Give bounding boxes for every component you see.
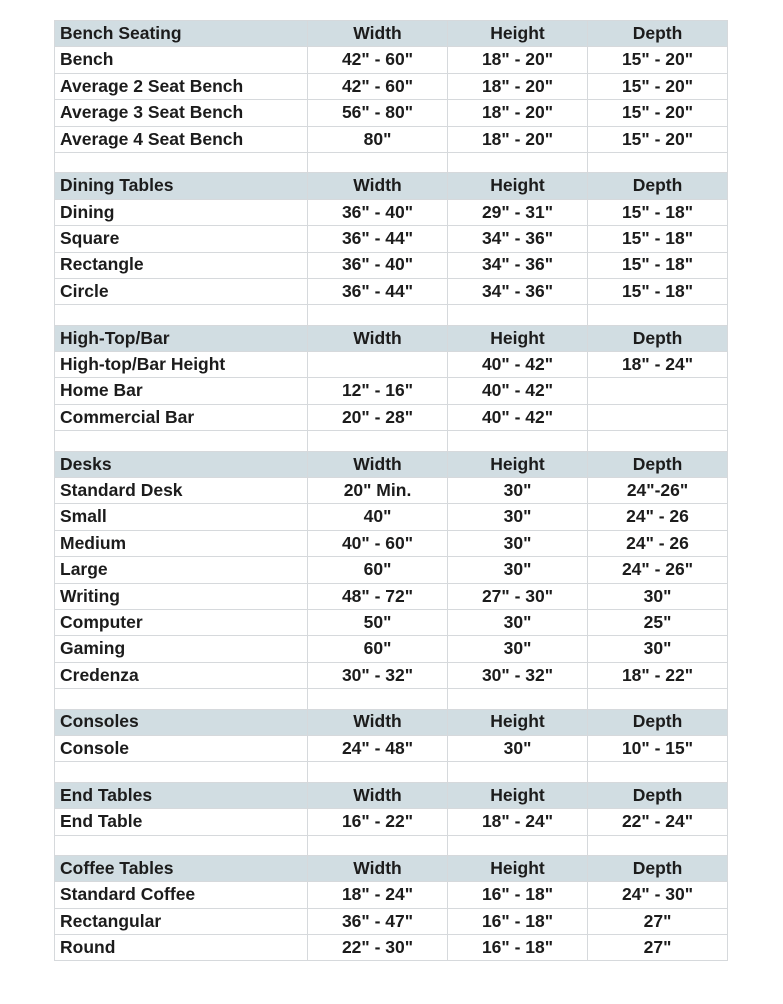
empty-cell <box>308 689 448 709</box>
table-row <box>55 530 728 556</box>
table-row <box>55 100 728 126</box>
depth-cell: 24" - 26 <box>588 504 728 530</box>
column-header-width: Width <box>308 782 448 808</box>
height-cell: 40" - 42" <box>448 352 588 378</box>
section-header-desks <box>55 451 728 477</box>
column-header-depth: Depth <box>588 782 728 808</box>
height-cell: 30" <box>448 735 588 761</box>
width-cell: 22" - 30" <box>308 935 448 961</box>
depth-cell: 18" - 22" <box>588 662 728 688</box>
height-cell: 27" - 30" <box>448 583 588 609</box>
section-title: Desks <box>55 451 308 477</box>
depth-cell: 27" <box>588 908 728 934</box>
depth-cell: 30" <box>588 636 728 662</box>
empty-cell <box>308 762 448 782</box>
table-row <box>55 199 728 225</box>
column-header-height: Height <box>448 855 588 881</box>
empty-cell <box>308 835 448 855</box>
item-name: Standard Coffee <box>55 882 308 908</box>
width-cell: 50" <box>308 609 448 635</box>
empty-cell <box>55 689 308 709</box>
section-header-coffee-tables <box>55 855 728 881</box>
empty-cell <box>448 762 588 782</box>
spacer-row <box>55 305 728 325</box>
empty-cell <box>588 835 728 855</box>
width-cell: 20" - 28" <box>308 404 448 430</box>
column-header-height: Height <box>448 173 588 199</box>
column-header-width: Width <box>308 173 448 199</box>
width-cell: 36" - 47" <box>308 908 448 934</box>
width-cell: 60" <box>308 557 448 583</box>
column-header-width: Width <box>308 21 448 47</box>
item-name: Large <box>55 557 308 583</box>
depth-cell <box>588 378 728 404</box>
section-header-dining-tables <box>55 173 728 199</box>
spacer-row <box>55 152 728 172</box>
table-row <box>55 557 728 583</box>
width-cell: 40" <box>308 504 448 530</box>
empty-cell <box>55 762 308 782</box>
column-header-depth: Depth <box>588 451 728 477</box>
height-cell: 30" <box>448 504 588 530</box>
item-name: Rectangular <box>55 908 308 934</box>
table-row <box>55 882 728 908</box>
section-header-consoles <box>55 709 728 735</box>
empty-cell <box>588 689 728 709</box>
section-header-high-top-bar <box>55 325 728 351</box>
empty-cell <box>588 431 728 451</box>
item-name: Circle <box>55 278 308 304</box>
height-cell: 18" - 24" <box>448 809 588 835</box>
table-row <box>55 609 728 635</box>
width-cell: 48" - 72" <box>308 583 448 609</box>
item-name: Bench <box>55 47 308 73</box>
item-name: Credenza <box>55 662 308 688</box>
height-cell: 18" - 20" <box>448 73 588 99</box>
depth-cell: 30" <box>588 583 728 609</box>
spacer-row <box>55 835 728 855</box>
column-header-depth: Depth <box>588 325 728 351</box>
height-cell: 16" - 18" <box>448 882 588 908</box>
height-cell: 18" - 20" <box>448 100 588 126</box>
column-header-width: Width <box>308 325 448 351</box>
empty-cell <box>308 305 448 325</box>
section-title: Consoles <box>55 709 308 735</box>
depth-cell: 24" - 26" <box>588 557 728 583</box>
table-row <box>55 278 728 304</box>
empty-cell <box>308 431 448 451</box>
item-name: Home Bar <box>55 378 308 404</box>
height-cell: 30" <box>448 609 588 635</box>
depth-cell: 27" <box>588 935 728 961</box>
item-name: Computer <box>55 609 308 635</box>
table-row <box>55 226 728 252</box>
item-name: High-top/Bar Height <box>55 352 308 378</box>
height-cell: 30" <box>448 636 588 662</box>
width-cell: 36" - 40" <box>308 199 448 225</box>
table-row <box>55 908 728 934</box>
item-name: End Table <box>55 809 308 835</box>
empty-cell <box>55 431 308 451</box>
item-name: Small <box>55 504 308 530</box>
spacer-row <box>55 689 728 709</box>
height-cell: 30" <box>448 530 588 556</box>
width-cell: 16" - 22" <box>308 809 448 835</box>
depth-cell: 15" - 20" <box>588 73 728 99</box>
depth-cell <box>588 404 728 430</box>
depth-cell: 10" - 15" <box>588 735 728 761</box>
column-header-width: Width <box>308 451 448 477</box>
section-title: Coffee Tables <box>55 855 308 881</box>
empty-cell <box>55 305 308 325</box>
height-cell: 40" - 42" <box>448 378 588 404</box>
width-cell: 56" - 80" <box>308 100 448 126</box>
item-name: Standard Desk <box>55 478 308 504</box>
column-header-height: Height <box>448 782 588 808</box>
table-row <box>55 126 728 152</box>
empty-cell <box>448 152 588 172</box>
height-cell: 30" - 32" <box>448 662 588 688</box>
item-name: Square <box>55 226 308 252</box>
empty-cell <box>588 152 728 172</box>
column-header-depth: Depth <box>588 21 728 47</box>
section-title: Dining Tables <box>55 173 308 199</box>
table-row <box>55 47 728 73</box>
height-cell: 30" <box>448 557 588 583</box>
item-name: Average 4 Seat Bench <box>55 126 308 152</box>
item-name: Writing <box>55 583 308 609</box>
width-cell: 12" - 16" <box>308 378 448 404</box>
item-name: Average 3 Seat Bench <box>55 100 308 126</box>
item-name: Commercial Bar <box>55 404 308 430</box>
depth-cell: 22" - 24" <box>588 809 728 835</box>
column-header-height: Height <box>448 21 588 47</box>
width-cell: 30" - 32" <box>308 662 448 688</box>
depth-cell: 15" - 20" <box>588 126 728 152</box>
table-row <box>55 636 728 662</box>
height-cell: 40" - 42" <box>448 404 588 430</box>
height-cell: 18" - 20" <box>448 126 588 152</box>
height-cell: 16" - 18" <box>448 908 588 934</box>
height-cell: 34" - 36" <box>448 252 588 278</box>
width-cell: 60" <box>308 636 448 662</box>
depth-cell: 24"-26" <box>588 478 728 504</box>
column-header-width: Width <box>308 709 448 735</box>
column-header-height: Height <box>448 709 588 735</box>
column-header-depth: Depth <box>588 709 728 735</box>
height-cell: 30" <box>448 478 588 504</box>
width-cell: 42" - 60" <box>308 73 448 99</box>
column-header-height: Height <box>448 325 588 351</box>
item-name: Dining <box>55 199 308 225</box>
depth-cell: 15" - 18" <box>588 278 728 304</box>
width-cell: 80" <box>308 126 448 152</box>
item-name: Medium <box>55 530 308 556</box>
section-header-end-tables <box>55 782 728 808</box>
spacer-row <box>55 762 728 782</box>
empty-cell <box>448 305 588 325</box>
height-cell: 29" - 31" <box>448 199 588 225</box>
empty-cell <box>55 152 308 172</box>
table-row <box>55 404 728 430</box>
width-cell: 36" - 40" <box>308 252 448 278</box>
column-header-depth: Depth <box>588 173 728 199</box>
width-cell: 36" - 44" <box>308 278 448 304</box>
item-name: Console <box>55 735 308 761</box>
table-row <box>55 735 728 761</box>
depth-cell: 15" - 20" <box>588 100 728 126</box>
table-row <box>55 809 728 835</box>
section-title: Bench Seating <box>55 21 308 47</box>
height-cell: 34" - 36" <box>448 226 588 252</box>
table-row <box>55 73 728 99</box>
depth-cell: 15" - 18" <box>588 226 728 252</box>
depth-cell: 15" - 20" <box>588 47 728 73</box>
width-cell: 18" - 24" <box>308 882 448 908</box>
item-name: Round <box>55 935 308 961</box>
section-title: End Tables <box>55 782 308 808</box>
depth-cell: 18" - 24" <box>588 352 728 378</box>
height-cell: 34" - 36" <box>448 278 588 304</box>
width-cell: 24" - 48" <box>308 735 448 761</box>
empty-cell <box>448 689 588 709</box>
item-name: Rectangle <box>55 252 308 278</box>
empty-cell <box>448 835 588 855</box>
table-row <box>55 378 728 404</box>
furniture-dimensions-table <box>54 20 728 961</box>
width-cell: 36" - 44" <box>308 226 448 252</box>
table-row <box>55 662 728 688</box>
depth-cell: 15" - 18" <box>588 199 728 225</box>
spacer-row <box>55 431 728 451</box>
empty-cell <box>588 305 728 325</box>
table-row <box>55 935 728 961</box>
section-title: High-Top/Bar <box>55 325 308 351</box>
table-row <box>55 352 728 378</box>
depth-cell: 25" <box>588 609 728 635</box>
empty-cell <box>588 762 728 782</box>
width-cell: 40" - 60" <box>308 530 448 556</box>
table-row <box>55 478 728 504</box>
depth-cell: 24" - 30" <box>588 882 728 908</box>
depth-cell: 15" - 18" <box>588 252 728 278</box>
height-cell: 18" - 20" <box>448 47 588 73</box>
item-name: Gaming <box>55 636 308 662</box>
height-cell: 16" - 18" <box>448 935 588 961</box>
section-header-bench-seating <box>55 21 728 47</box>
empty-cell <box>55 835 308 855</box>
width-cell: 20" Min. <box>308 478 448 504</box>
empty-cell <box>448 431 588 451</box>
depth-cell: 24" - 26 <box>588 530 728 556</box>
width-cell <box>308 352 448 378</box>
item-name: Average 2 Seat Bench <box>55 73 308 99</box>
table-row <box>55 252 728 278</box>
width-cell: 42" - 60" <box>308 47 448 73</box>
empty-cell <box>308 152 448 172</box>
column-header-height: Height <box>448 451 588 477</box>
table-row <box>55 583 728 609</box>
table-row <box>55 504 728 530</box>
column-header-depth: Depth <box>588 855 728 881</box>
column-header-width: Width <box>308 855 448 881</box>
